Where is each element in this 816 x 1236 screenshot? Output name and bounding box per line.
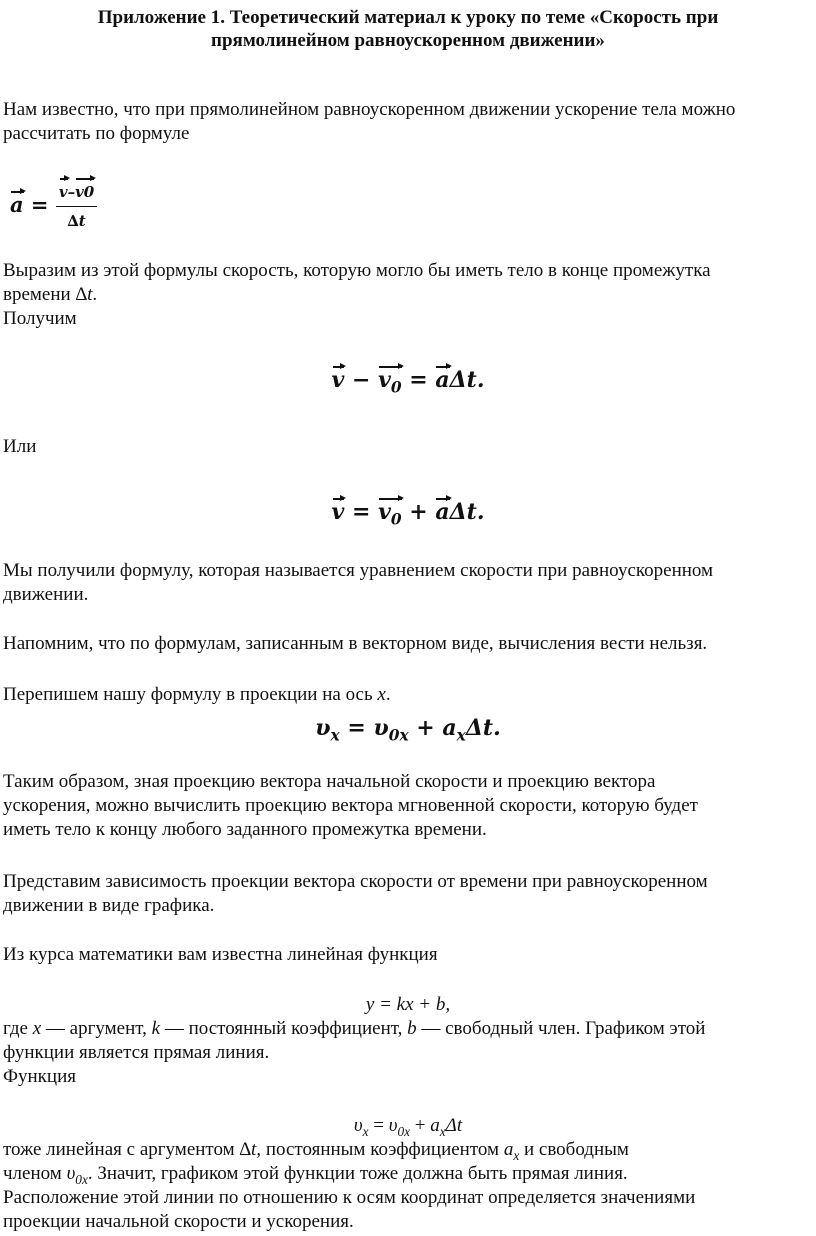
formula-velocity-linear: $\upsilon_x = \upsilon_{0x} + a_x\Delta t$ <box>353 1115 463 1139</box>
paragraph-3-line-1: Мы получили формулу, которая называется уравнением скорости при равноускоренном <box>3 560 714 581</box>
formula-velocity-projection: $\upsilon_x = \upsilon_{0x} + a_x\Delta t$. <box>315 715 501 745</box>
paragraph-1-line-1: Нам известно, что при прямолинейном равноускоренном движении ускорение тела можно <box>3 99 736 120</box>
paragraph-7-line-1: Представим зависимость проекции вектора скорости от времени при равноускоренном <box>3 871 708 892</box>
paragraph-10-line-3: Расположение этой линии по отношению к осям координат определяется значениями <box>3 1187 696 1208</box>
doc-title-line-1: Приложение 1. Теоретический материал к уроку по теме «Скорость при <box>97 7 719 28</box>
vector-a: a <box>10 192 24 217</box>
paragraph-5: Перепишем нашу формулу в проекции на ось x. <box>3 684 391 705</box>
paragraph-10-line-2: членом $\upsilon_{0x}$. Значит, графиком этой функции тоже должна быть прямая линия. <box>3 1163 628 1187</box>
paragraph-6-line-3: иметь тело к концу любого заданного промежутка времени. <box>3 819 487 840</box>
paragraph-10-line-1: тоже линейная с аргументом ∆t, постоянным коэффициентом $a_x$ и свободным <box>3 1139 629 1163</box>
paragraph-9-line-3: Функция <box>3 1066 76 1087</box>
paragraph-7-line-2: движении в виде графика. <box>3 895 215 916</box>
formula-acceleration: a = $\frac{v-v0}{\Delta t}$ <box>10 180 97 233</box>
formula-velocity-difference: $v - v_0 = a\Delta t$. <box>0 368 816 399</box>
paragraph-6-line-2: ускорения, можно вычислить проекцию вектора мгновенной скорости, которую будет <box>3 795 698 816</box>
paragraph-4: Напомним, что по формулам, записанным в векторном виде, вычисления вести нельзя. <box>3 633 708 654</box>
paragraph-2-line-3: Получим <box>3 308 77 329</box>
paragraph-3-line-2: движении. <box>3 584 89 605</box>
doc-title-line-2: прямолинейном равноускоренном движении» <box>211 30 605 51</box>
paragraph-2-line-1: Выразим из этой формулы скорость, которую могло бы иметь тело в конце промежутка <box>3 260 711 281</box>
paragraph-8: Из курса математики вам известна линейная функция <box>3 944 438 965</box>
paragraph-2-line-2: времени ∆t. <box>3 284 98 305</box>
paragraph-10-line-4: проекции начальной скорости и ускорения. <box>3 1211 354 1232</box>
paragraph-1-line-2: рассчитать по формуле <box>3 123 190 144</box>
word-or: Или <box>3 436 37 457</box>
paragraph-9-line-2: функции является прямая линия. <box>3 1042 270 1063</box>
fraction: $\frac{v-v0}{\Delta t}$ <box>56 180 97 233</box>
paragraph-6-line-1: Таким образом, зная проекцию вектора начальной скорости и проекцию вектора <box>3 771 656 792</box>
paragraph-9-line-1: где x — аргумент, k — постоянный коэффициент, b — свободный член. Графиком этой <box>3 1018 706 1039</box>
formula-velocity-vector: $v = v_0 + a\Delta t$. <box>0 500 816 531</box>
linear-function-equation: y = kx + b, <box>365 994 451 1015</box>
